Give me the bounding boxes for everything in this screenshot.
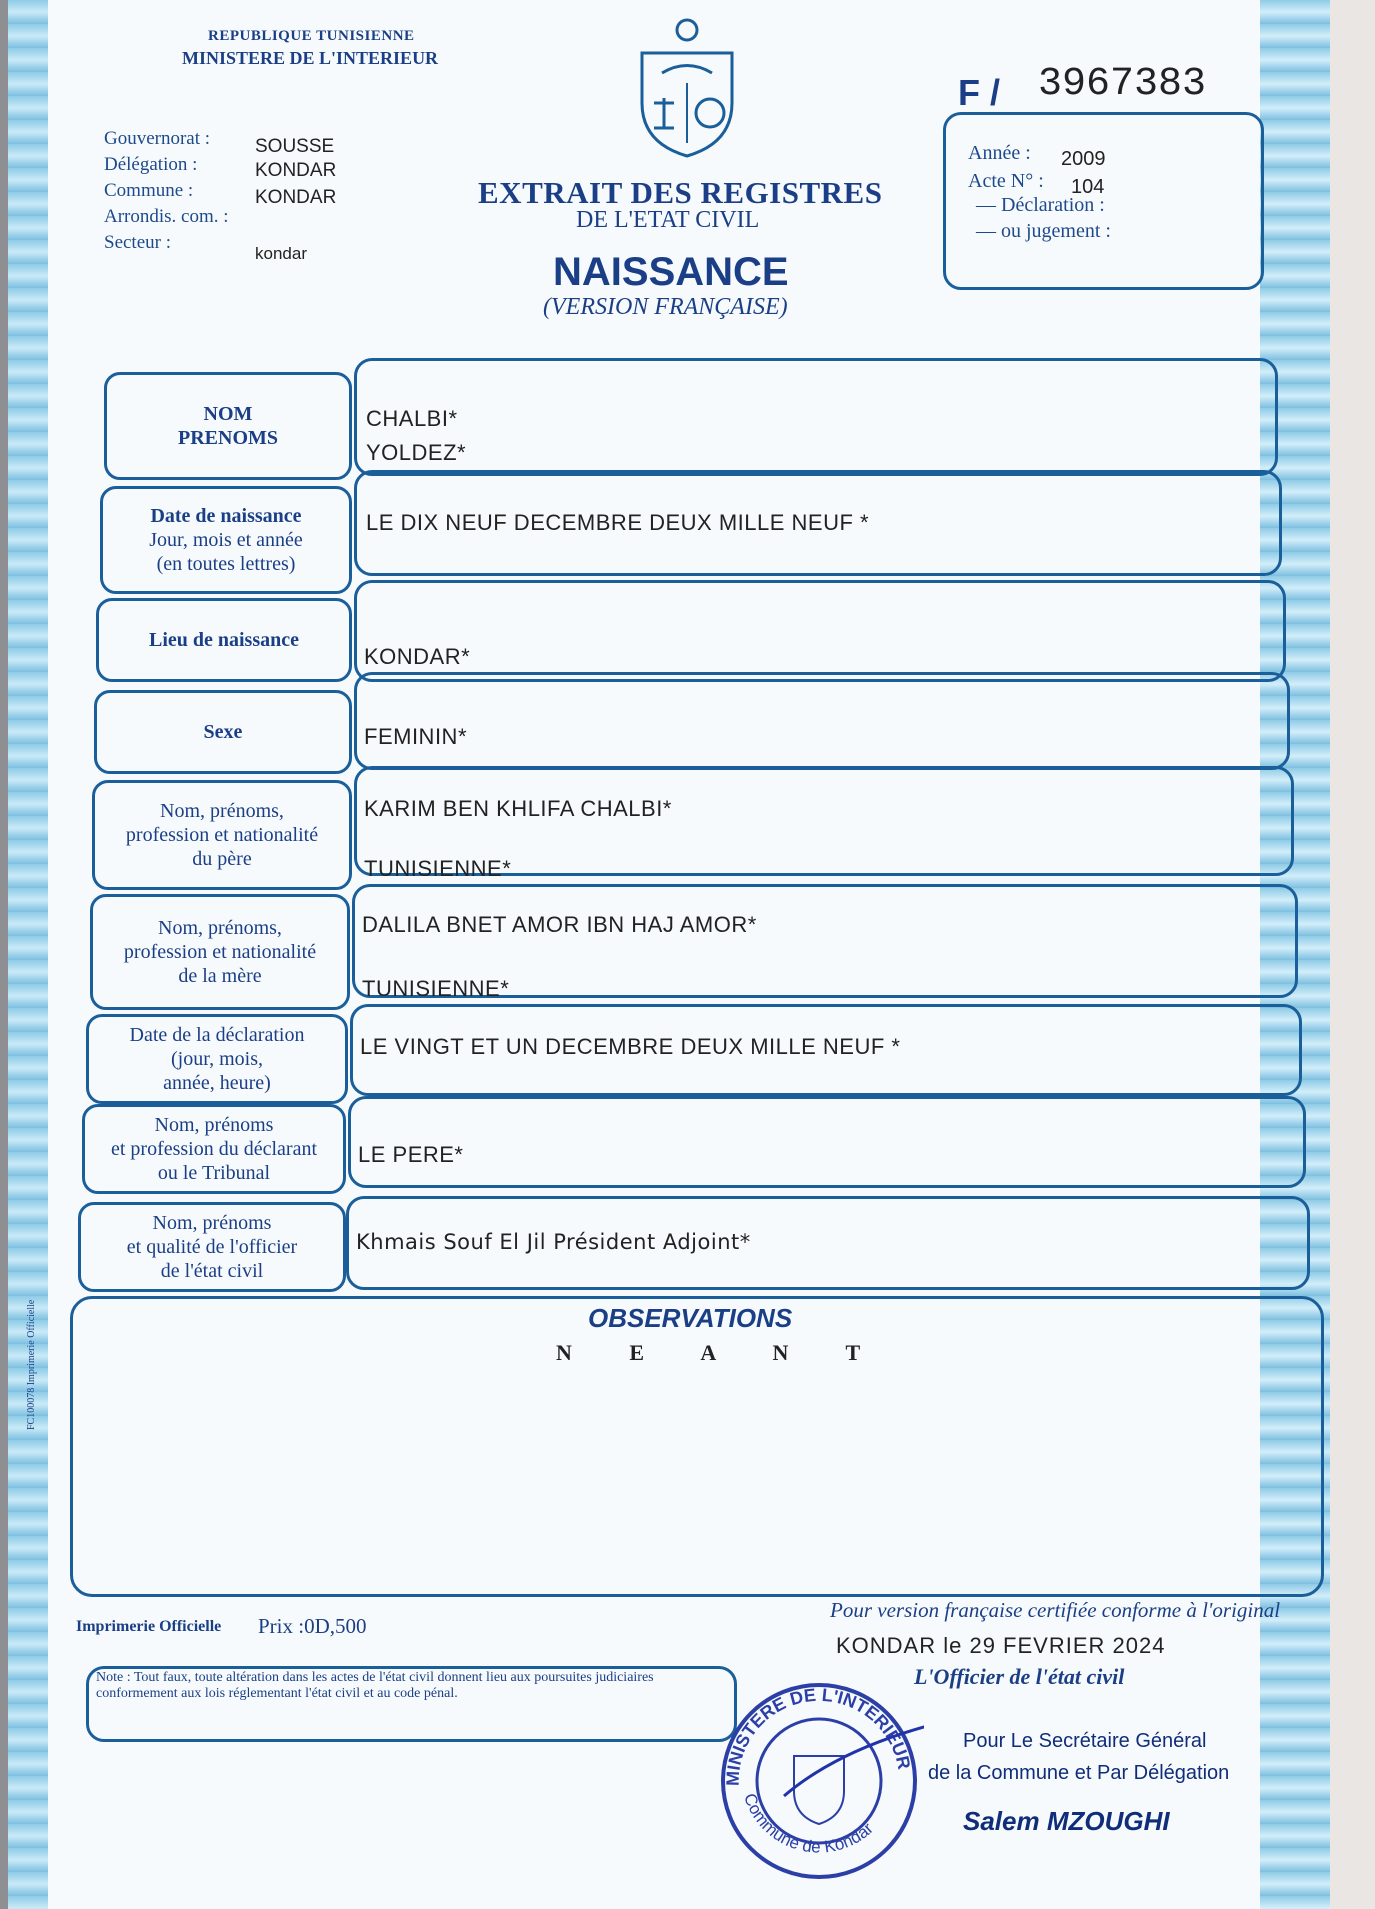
mother-label — [90, 894, 350, 1010]
nom-value: CHALBI* — [366, 406, 458, 431]
delegation-value: KONDAR — [255, 160, 337, 181]
declaration-date-value: LE VINGT ET UN DECEMBRE DEUX MILLE NEUF * — [360, 1034, 901, 1059]
signature-line1: Pour Le Secrétaire Général — [963, 1730, 1207, 1752]
birthdate-label-line1: Date de naissance — [150, 505, 302, 527]
father-label — [92, 780, 352, 890]
certificate-paper — [8, 0, 1330, 1909]
place-date: KONDAR le 29 FEVRIER 2024 — [836, 1633, 1166, 1658]
ministry-header: MINISTERE DE L'INTERIEUR — [182, 48, 439, 68]
official-stamp-icon — [714, 1676, 924, 1881]
sex-value: FEMININ* — [364, 724, 467, 749]
father-label-line3: du père — [192, 848, 252, 870]
stamp-bottom-text: Commune de Kondar — [740, 1790, 877, 1857]
birthdate-value: LE DIX NEUF DECEMBRE DEUX MILLE NEUF * — [366, 510, 870, 535]
officer-label-line2: et qualité de l'officier — [126, 1236, 298, 1258]
secteur-value: kondar — [255, 244, 307, 263]
commune-label: Commune : — [104, 180, 194, 201]
father-nationality: TUNISIENNE* — [364, 856, 512, 881]
prenoms-value: YOLDEZ* — [366, 440, 467, 465]
arrondis-label: Arrondis. com. : — [104, 206, 229, 227]
commune-value: KONDAR — [255, 187, 337, 208]
acte-label: Acte N° : — [968, 170, 1044, 192]
annee-value: 2009 — [1061, 148, 1106, 170]
birthdate-label-line3: (en toutes lettres) — [156, 553, 296, 575]
mother-label-line2: profession et nationalité — [123, 941, 317, 963]
sex-label-text: Sexe — [203, 721, 243, 743]
svg-text:Commune de Kondar — [740, 1791, 877, 1857]
document-version: (VERSION FRANÇAISE) — [543, 294, 788, 320]
prenoms-label: PRENOMS — [178, 427, 278, 449]
delegation-label: Délégation : — [104, 154, 198, 175]
observations-value: N E A N T — [556, 1340, 887, 1365]
declaration-date-label-line3: année, heure) — [163, 1072, 271, 1094]
mother-label-line3: de la mère — [178, 965, 262, 987]
officer-label-line3: de l'état civil — [160, 1260, 264, 1282]
nom-prenoms-label — [104, 372, 352, 480]
mother-label-line1: Nom, prénoms, — [158, 917, 282, 939]
nom-label: NOM — [203, 403, 253, 425]
coat-of-arms-icon — [632, 18, 742, 158]
declarant-label — [82, 1104, 346, 1194]
signature-line2: de la Commune et Par Délégation — [928, 1762, 1230, 1784]
background-edge — [1330, 0, 1375, 1909]
price-label: Prix :0D,500 — [258, 1614, 367, 1638]
jugement-label: — ou jugement : — [976, 220, 1111, 242]
signatory-name: Salem MZOUGHI — [963, 1806, 1170, 1836]
legal-note: Note : Tout faux, toute altération dans les actes de l'état civil donnent lieu aux poursuites judiciaires conformement aux lois réglementant l'état civil et au code pénal. — [96, 1670, 654, 1702]
birthplace-label — [96, 598, 352, 682]
serial-prefix: F / — [958, 72, 1000, 113]
acte-value: 104 — [1071, 176, 1105, 198]
document-title: EXTRAIT DES REGISTRES — [478, 175, 883, 210]
secteur-label: Secteur : — [104, 232, 172, 253]
birthplace-label-text: Lieu de naissance — [148, 629, 300, 651]
declaration-date-label — [86, 1014, 348, 1104]
declaration-date-label-line1: Date de la déclaration — [129, 1024, 305, 1046]
imprimerie-label: Imprimerie Officielle — [76, 1618, 222, 1635]
birthplace-value: KONDAR* — [364, 644, 471, 669]
vertical-printer-mark: FC100078 Imprimerie Officielle — [26, 1299, 37, 1430]
certification-text: Pour version française certifiée conforme à l'original — [830, 1598, 1281, 1622]
serial-number: 3967383 — [1038, 62, 1207, 107]
mother-nationality: TUNISIENNE* — [362, 976, 510, 1001]
republic-header: REPUBLIQUE TUNISIENNE — [208, 28, 415, 44]
declarant-value: LE PERE* — [358, 1142, 464, 1167]
birthdate-label — [100, 486, 352, 594]
birthdate-label-line2: Jour, mois et année — [149, 529, 303, 551]
officer-title: L'Officier de l'état civil — [914, 1664, 1125, 1689]
sex-box — [354, 672, 1290, 770]
sex-label — [94, 690, 352, 774]
officer-label — [78, 1202, 346, 1292]
nom-prenoms-box — [354, 358, 1278, 476]
father-label-line1: Nom, prénoms, — [160, 800, 284, 822]
annee-label: Année : — [968, 142, 1031, 164]
document-subtitle: DE L'ETAT CIVIL — [576, 207, 760, 233]
birthplace-box — [354, 580, 1286, 682]
declarant-label-line3: ou le Tribunal — [157, 1162, 271, 1184]
declaration-label: — Déclaration : — [976, 194, 1105, 216]
gouvernorat-label: Gouvernorat : — [104, 128, 211, 149]
declarant-label-line1: Nom, prénoms — [154, 1114, 274, 1136]
declaration-date-label-line2: (jour, mois, — [171, 1048, 263, 1070]
mother-name: DALILA BNET AMOR IBN HAJ AMOR* — [362, 912, 757, 937]
father-label-line2: profession et nationalité — [125, 824, 319, 846]
document-type: NAISSANCE — [553, 250, 789, 294]
gouvernorat-value: SOUSSE — [255, 136, 335, 157]
officer-label-line1: Nom, prénoms — [152, 1212, 272, 1234]
declarant-box — [348, 1096, 1306, 1188]
declarant-label-line2: et profession du déclarant — [110, 1138, 318, 1160]
father-name: KARIM BEN KHLIFA CHALBI* — [364, 796, 672, 821]
officer-value: Khmais Souf El Jil Président Adjoint* — [356, 1230, 751, 1254]
stamp-top-text: MINISTERE DE L'INTERIEUR — [722, 1684, 915, 1787]
observations-title: OBSERVATIONS — [588, 1303, 793, 1333]
